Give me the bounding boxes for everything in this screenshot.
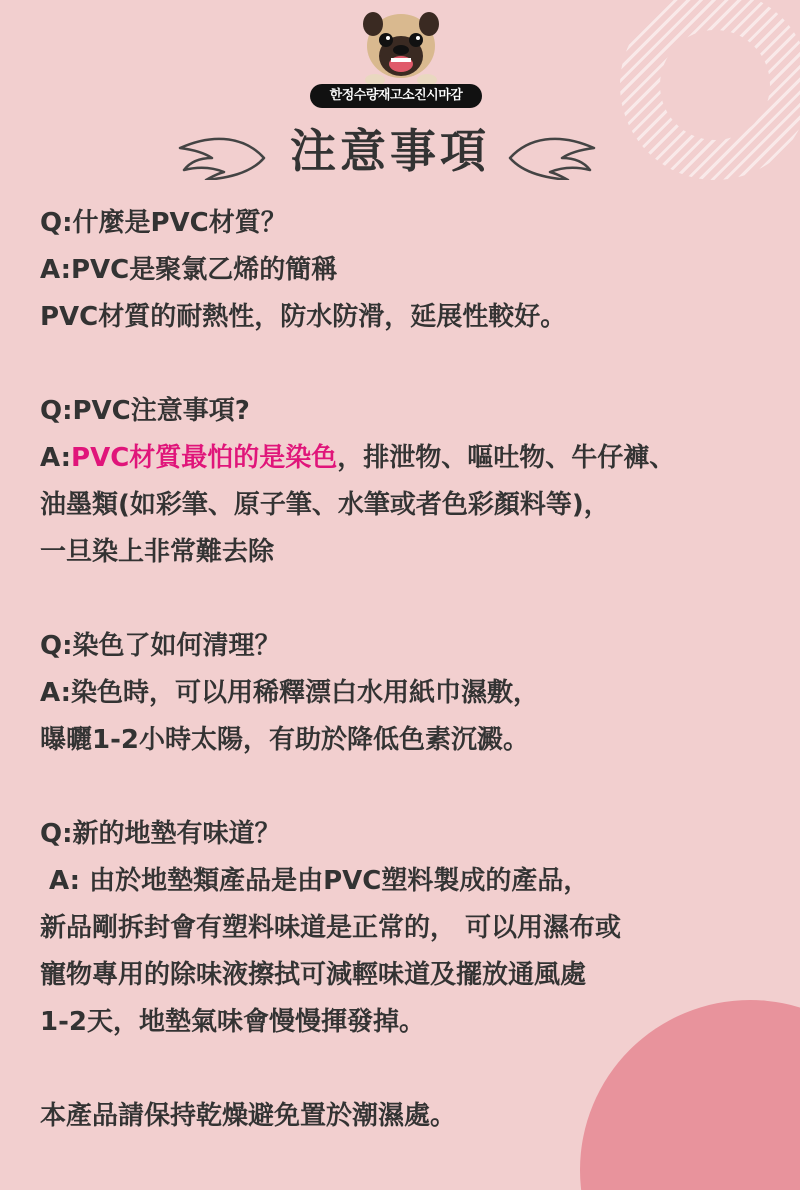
answer-prefix: A: <box>40 443 72 473</box>
highlighted-warning: PVC材質最怕的是染色 <box>71 443 338 473</box>
footer-note: 本產品請保持乾燥避免置於潮濕處。 <box>40 1101 457 1131</box>
limited-stock-banner: 한정수량재고소진시마감 <box>310 84 482 108</box>
faq-question: Q:染色了如何清理？ <box>40 631 281 661</box>
faq-question: Q:什麼是PVC材質？ <box>40 208 287 238</box>
faq-answer-line: 1-2天，地墊氣味會慢慢揮發掉。 <box>40 1007 425 1037</box>
pug-dog-icon <box>353 6 449 86</box>
faq-answer-line: A: 由於地墊類產品是由PVC塑料製成的產品， <box>40 866 590 896</box>
faq-answer-line: A:PVC是聚氯乙烯的簡稱 <box>40 255 338 285</box>
faq-answer-line: 油墨類(如彩筆、原子筆、水筆或者色彩顏料等)， <box>40 490 610 520</box>
faq-question: Q:PVC注意事項? <box>40 396 250 426</box>
faq-answer-line <box>40 443 780 473</box>
answer-rest: ，排泄物、嘔吐物、牛仔褲、 <box>337 443 676 473</box>
page-title: 注意事項 <box>290 124 490 178</box>
faq-answer-line: 新品剛拆封會有塑料味道是正常的， 可以用濕布或 <box>40 913 622 943</box>
faq-content <box>40 208 780 1148</box>
faq-answer-line: 曝曬1-2小時太陽，有助於降低色素沉澱。 <box>40 725 529 755</box>
left-wing-icon <box>176 128 266 180</box>
faq-answer-line: PVC材質的耐熱性，防水防滑，延展性較好。 <box>40 302 567 332</box>
striped-circle-decoration <box>620 0 800 180</box>
right-wing-icon <box>508 128 598 180</box>
faq-answer-line: A:染色時，可以用稀釋漂白水用紙巾濕敷， <box>40 678 540 708</box>
faq-question: Q:新的地墊有味道？ <box>40 819 281 849</box>
faq-answer-line: 一旦染上非常難去除 <box>40 537 275 567</box>
faq-answer-line: 寵物專用的除味液擦拭可減輕味道及擺放通風處 <box>40 960 587 990</box>
